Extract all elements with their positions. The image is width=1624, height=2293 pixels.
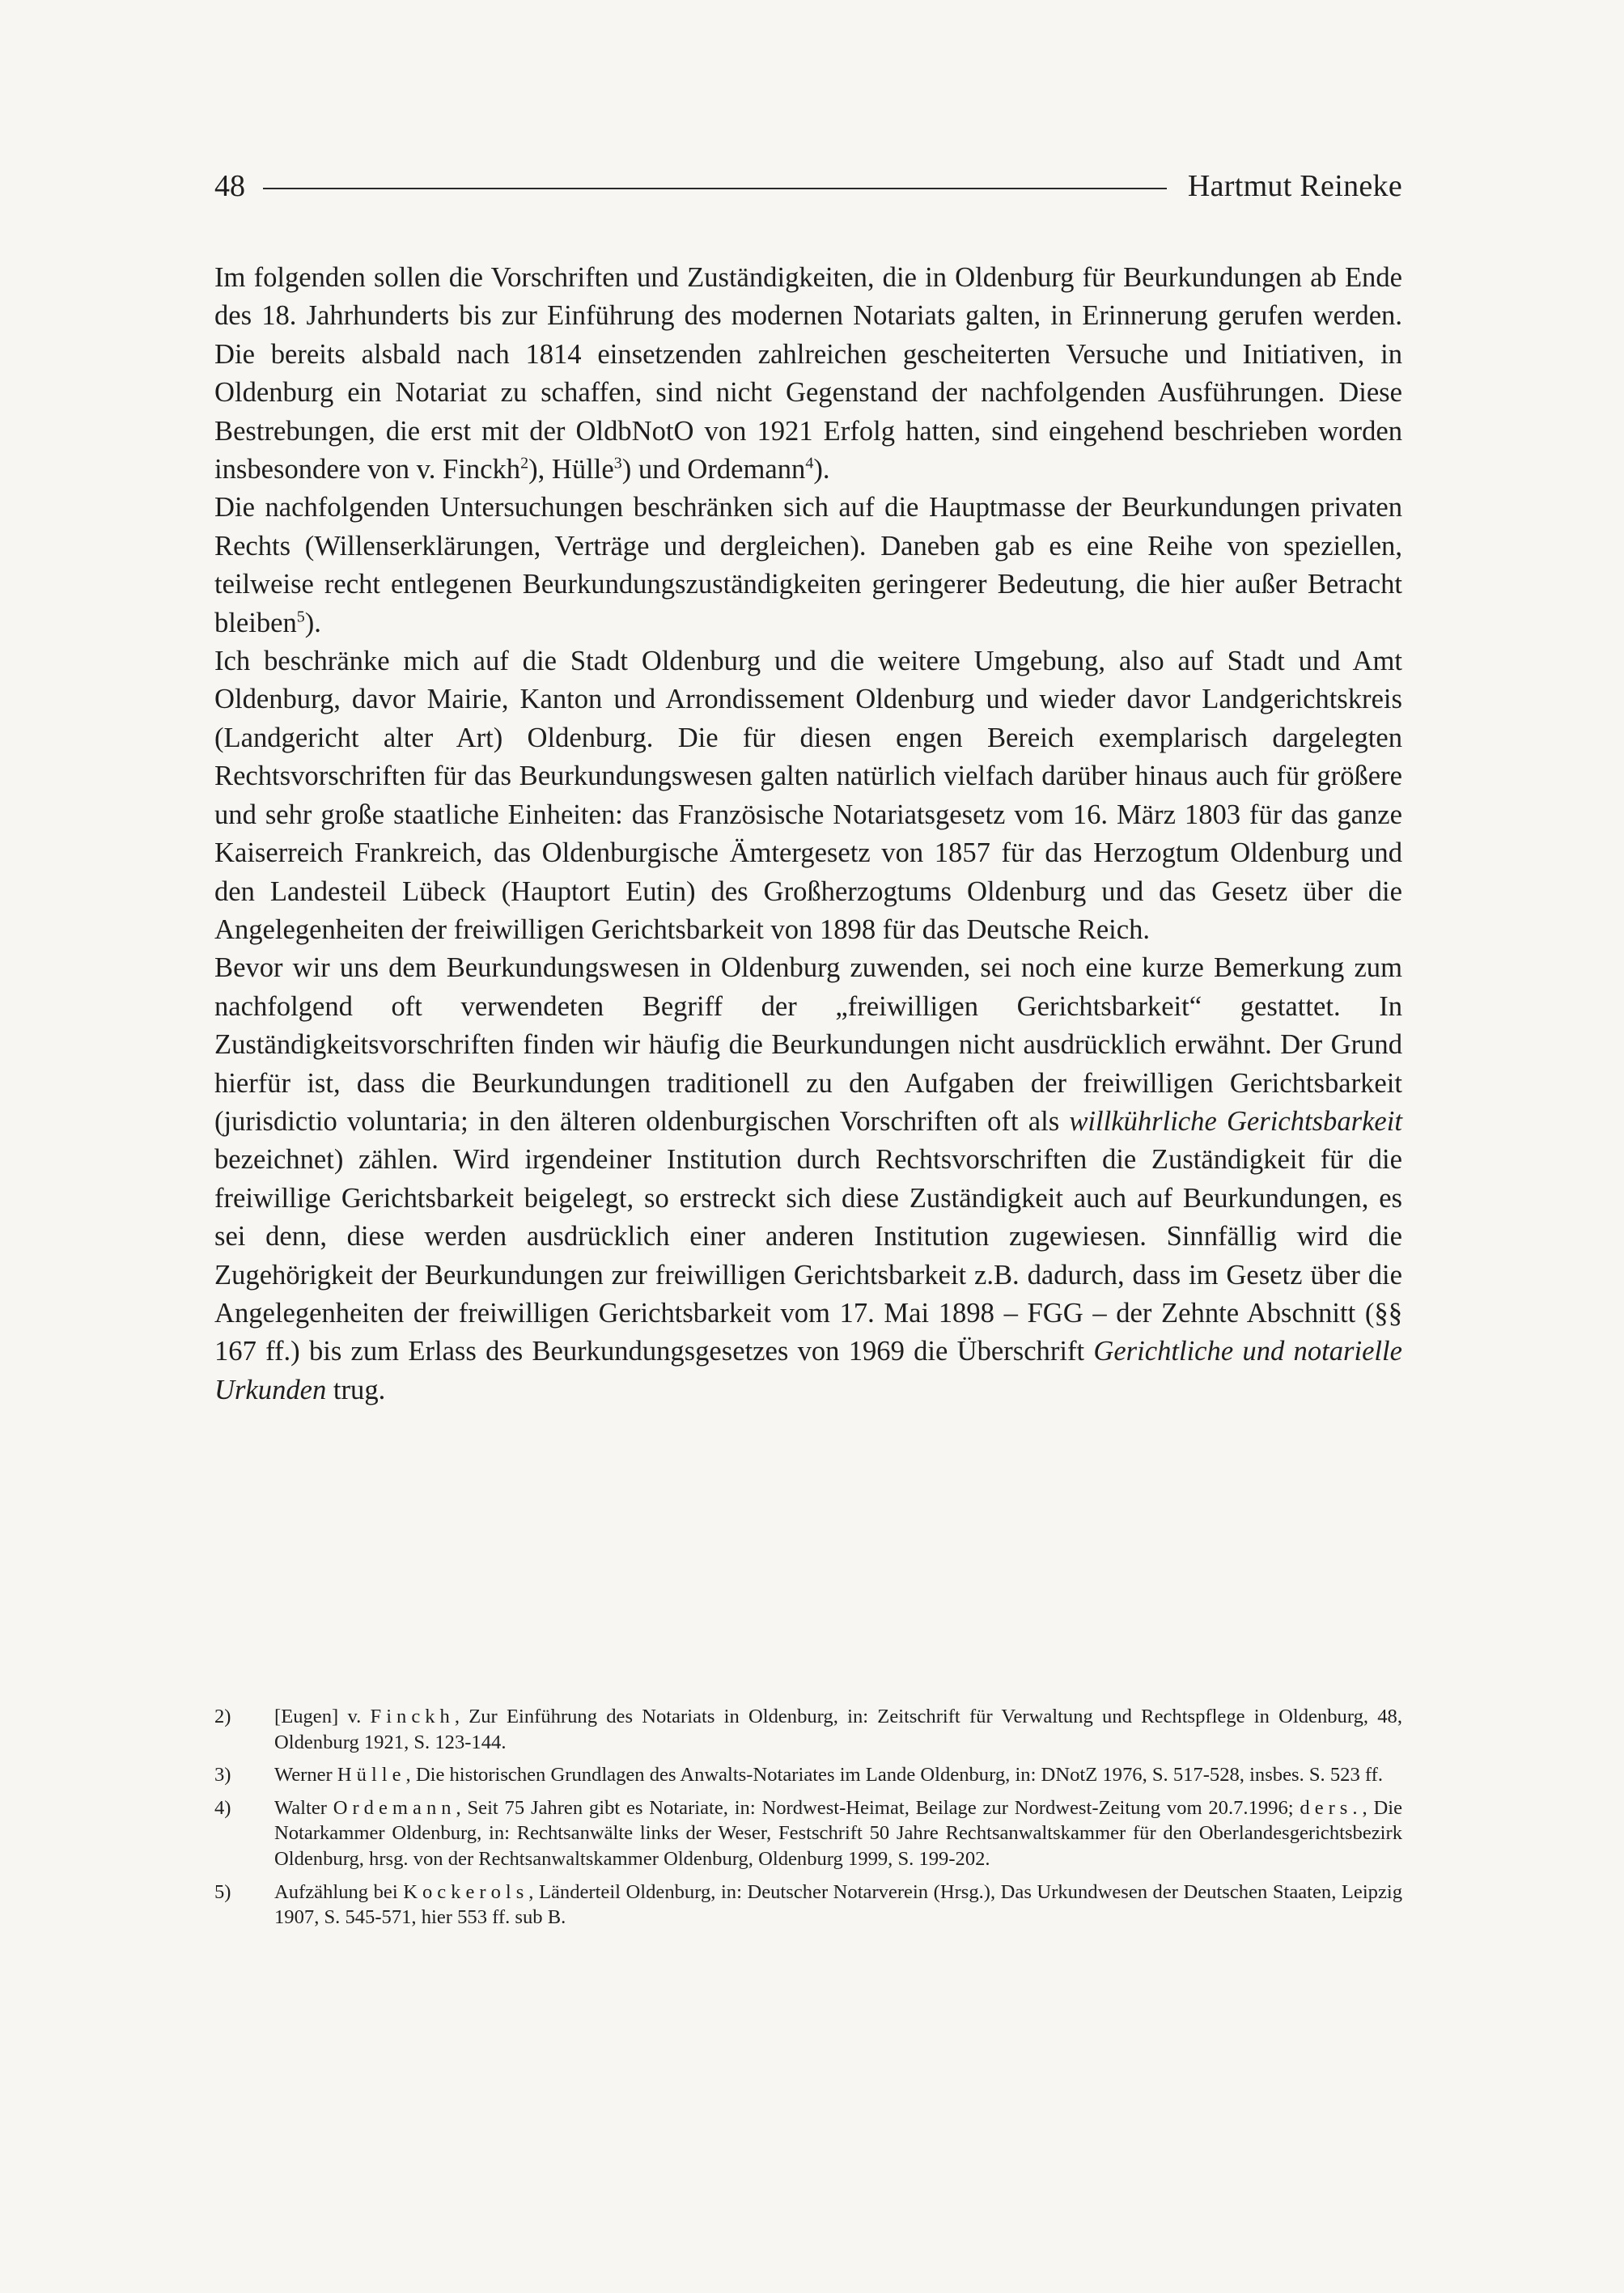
paragraph-2: Die nachfolgenden Untersuchungen beschränken sich auf die Hauptmasse der Beurkundungen privaten Rechts (Willenserklärungen, Verträge und dergleichen). Daneben gab es eine Reihe von speziellen, teilweise recht entlegenen Beurkundungszuständigkeiten geringerer Bedeutung, die hier außer Betracht bleiben$^5$). (214, 492, 1402, 638)
footnote-ref-2[interactable]: 2 (520, 454, 529, 473)
footnote-3 (214, 1762, 1402, 1788)
footnote-ref-5[interactable]: 5 (296, 608, 305, 626)
running-head-author: Hartmut Reineke (1187, 169, 1402, 203)
page-header (214, 162, 1402, 210)
footnote-number: 2) (214, 1706, 231, 1727)
footnote-number: 3) (214, 1764, 231, 1787)
footnote-2 (214, 1704, 1402, 1755)
page-number: 48 (214, 169, 245, 203)
footnote-author: Ordemann (333, 1796, 456, 1819)
footnote-text: Walter Ordemann, Seit 75 Jahren gibt es Notariate, in: Nordwest-Heimat, Beilage zur Nordwest-Zeitung vom 20.7.1996; ders., Die Notarkammer Oldenburg, in: Rechtsanwälte links der Weser, Festschrift 50 Jahre Rechtsanwaltskammer für den Oberlandesgerichtsbezirk Oldenburg, hrsg. von der Rechtsanwaltskammer Oldenburg, Oldenburg 1999, S. 199-202. (274, 1796, 1402, 1870)
body-text (214, 259, 1402, 1409)
footnote-author: Kockerols (403, 1880, 529, 1903)
paragraph-4: Bevor wir uns dem Beurkundungswesen in Oldenburg zuwenden, sei noch eine kurze Bemerkung zum nachfolgend oft verwendeten Begriff der „freiwilligen Gerichtsbarkeit“ gestattet. In Zuständigkeitsvorschriften finden wir häufig die Beurkundungen nicht ausdrücklich erwähnt. Der Grund hierfür ist, dass die Beurkundungen traditionell zu den Aufgaben der freiwilligen Gerichtsbarkeit (jurisdictio voluntaria; in den älteren oldenburgischen Vorschriften oft als willkührliche Gerichtsbarkeit bezeichnet) zählen. Wird irgendeiner Institution durch Rechtsvorschriften die Zuständigkeit für die freiwillige Gerichtsbarkeit beigelegt, so erstreckt sich diese Zuständigkeit auch auf Beurkundungen, es sei denn, diese werden ausdrücklich einer anderen Institution zugewiesen. Sinnfällig wird die Zugehörigkeit der Beurkundungen zur freiwilligen Gerichtsbarkeit z.B. dadurch, dass im Gesetz über die Angelegenheiten der freiwilligen Gerichtsbarkeit vom 17. Mai 1898 – FGG – der Zehnte Abschnitt (§§ 167 ff.) bis zum Erlass des Beurkundungsgesetzes von 1969 die Überschrift Gerichtliche und notarielle Urkunden trug. (214, 952, 1402, 1405)
footnotes (214, 1704, 1402, 1938)
footnote-ref-4[interactable]: 4 (805, 454, 814, 473)
footnote-number: 4) (214, 1796, 231, 1819)
footnote-text: Aufzählung bei Kockerols, Länderteil Oldenburg, in: Deutscher Notarverein (Hrsg.), Das Urkundwesen der Deutschen Staaten, Leipzig 1907, S. 545-571, hier 553 ff. sub B. (274, 1880, 1402, 1929)
footnote-5 (214, 1880, 1402, 1931)
footnote-author-ders: ders. (1300, 1796, 1363, 1819)
footnote-number: 5) (214, 1880, 231, 1903)
paragraph-1: Im folgenden sollen die Vorschriften und Zuständigkeiten, die in Oldenburg für Beurkundungen ab Ende des 18. Jahrhunderts bis zur Einführung des modernen Notariats galten, in Erinnerung gerufen werden. Die bereits alsbald nach 1814 einsetzenden zahlreichen gescheiterten Versuche und Initiativen, in Oldenburg ein Notariat zu schaffen, sind nicht Gegenstand der nachfolgenden Ausführungen. Diese Bestrebungen, die erst mit der OldbNotO von 1921 Erfolg hatten, sind eingehend beschrieben worden insbesondere von v. Finckh$^2$), Hülle$^3$) und Ordemann$^4$). (214, 262, 1402, 485)
paragraph-3: Ich beschränke mich auf die Stadt Oldenburg und die weitere Umgebung, also auf Stadt und Amt Oldenburg, davor Mairie, Kanton und Arrondissement Oldenburg und wieder davor Landgerichtskreis (Landgericht alter Art) Oldenburg. Die für diesen engen Bereich exemplarisch dargelegten Rechtsvorschriften für das Beurkundungswesen galten natürlich vielfach darüber hinaus auch für größere und sehr große staatliche Einheiten: das Französische Notariatsgesetz vom 16. März 1803 für das ganze Kaiserreich Frankreich, das Oldenburgische Ämtergesetz von 1857 für das Herzogtum Oldenburg und den Landesteil Lübeck (Hauptort Eutin) des Großherzogtums Oldenburg und das Gesetz über die Angelegenheiten der freiwilligen Gerichtsbarkeit von 1898 für das Deutsche Reich. (214, 646, 1402, 945)
footnote-text: [Eugen] v. Finckh, Zur Einführung des Notariats in Oldenburg, in: Zeitschrift für Verwaltung und Rechtspflege in Oldenburg, 48, Oldenburg 1921, S. 123-144. (274, 1706, 1403, 1753)
italic-heading-title: Gerichtliche und notarielle Urkunden (214, 1336, 1402, 1405)
footnote-ref-3[interactable]: 3 (613, 454, 622, 473)
footnote-4 (214, 1795, 1402, 1872)
italic-term: willkührliche Gerichtsbarkeit (1069, 1105, 1402, 1137)
footnote-author: Finckh (370, 1706, 455, 1727)
footnote-author: Hülle (337, 1764, 406, 1787)
header-rule (263, 188, 1167, 189)
footnote-text: Werner Hülle, Die historischen Grundlagen des Anwalts-Notariates im Lande Oldenburg, in: DNotZ 1976, S. 517-528, insbes. S. 523 ff. (274, 1764, 1383, 1787)
